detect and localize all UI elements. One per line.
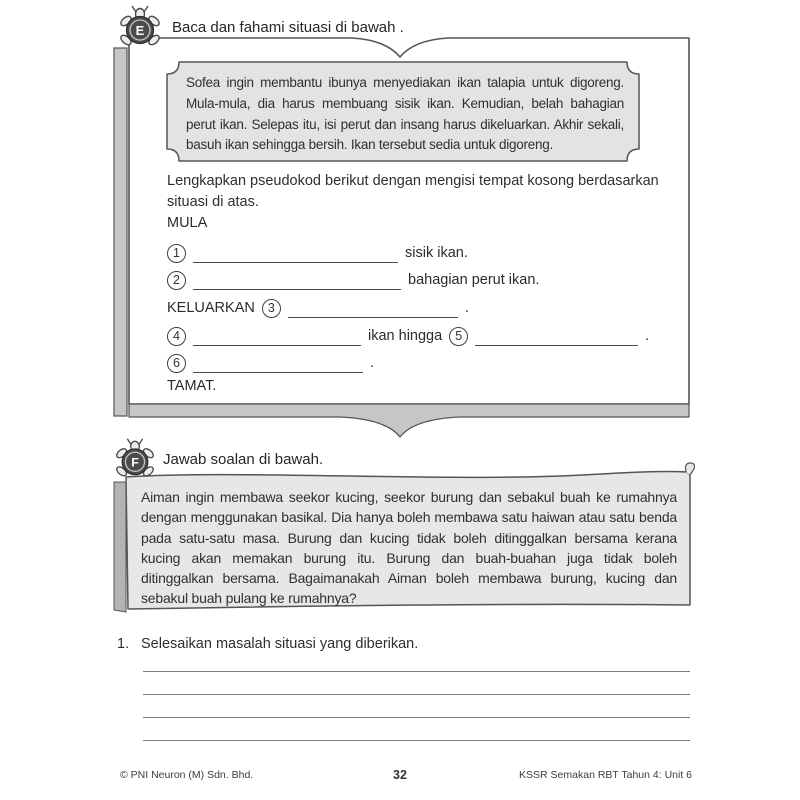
passage-aiman: Aiman ingin membawa seekor kucing, seekor burung dan sebakul buah ke rumahnya dengan menggunakan basikal. Dia hanya boleh membawa satu haiwan atau satu benda pada satu-satu masa. Burung dan kucing tidak boleh ditinggalkan bersama kerana kucing akan memakan burung itu. Burung dan buah-buahan juga tidak boleh ditinggalkan bersama. Bagaimanakah Aiman boleh membawa burung, kucing dan sebakul buah pulang ke rumahnya? [141,489,677,607]
step-2-text: bahagian perut ikan. [408,272,540,288]
section-f-title: Jawab soalan di bawah. [163,451,324,468]
answer-line-4 [143,740,690,741]
step-3-keyword: KELUARKAN [167,300,255,316]
question-1-number: 1. [117,636,130,652]
fill-in-blank-2 [193,274,401,290]
passage-sofea: Sofea ingin membantu ibunya menyediakan ikan talapia untuk digoreng. Mula-mula, dia harus membuang sisik ikan. Kemudian, belah bahagian perut ikan. Selepas itu, isi perut dan insang harus dikeluarkan. Akhir sekali, basuh ikan sehingga bersih. Ikan tersebut sedia untuk digoreng. [186,75,624,153]
pseudocode-start-label: MULA [167,215,208,231]
step-3-text: . [464,300,469,316]
step-4-text: ikan hingga [368,328,443,344]
step-1-text: sisik ikan. [405,245,468,261]
pseudocode-step-3 [167,297,469,319]
step-6-number-badge: 6 [167,354,186,373]
book-bottom-edge [129,404,689,437]
footer-edition: KSSR Semakan RBT Tahun 4: Unit 6 [519,769,692,781]
pseudocode-step-6 [167,352,374,374]
turtle-badge-e-icon [114,4,166,48]
fill-in-blank-5 [475,330,638,346]
step-4-number-badge: 4 [167,327,186,346]
answer-line-2 [143,694,690,695]
step-5-number-badge: 5 [449,327,468,346]
answer-line-3 [143,717,690,718]
book-spine-edge [114,48,127,416]
pseudocode-instruction: Lengkapkan pseudokod berikut dengan mengisi tempat kosong berdasarkan situasi di atas. [167,173,659,210]
fill-in-blank-4 [193,330,361,346]
answer-line-1 [143,671,690,672]
fill-in-blank-6 [193,357,363,373]
footer-page-number: 32 [393,768,407,782]
fill-in-blank-3 [288,302,458,318]
badge-letter-f: F [131,455,139,470]
scroll-shadow [114,482,126,612]
pseudocode-step-1 [167,242,468,264]
step-2-number-badge: 2 [167,271,186,290]
badge-letter-e: E [135,23,145,38]
turtle-badge-f-icon [110,437,160,479]
fill-in-blank-1 [193,247,398,263]
step-3-number-badge: 3 [262,299,281,318]
step-6-period: . [370,355,375,371]
pseudocode-step-2 [167,269,539,291]
pseudocode-step-4 [167,325,649,347]
pseudocode-end-label: TAMAT. [167,378,217,394]
question-1-text: Selesaikan masalah situasi yang diberikan. [141,636,419,652]
footer-copyright: © PNI Neuron (M) Sdn. Bhd. [120,769,254,781]
step-1-number-badge: 1 [167,244,186,263]
step-4-period: . [645,328,650,344]
section-e-title: Baca dan fahami situasi di bawah . [172,19,404,36]
